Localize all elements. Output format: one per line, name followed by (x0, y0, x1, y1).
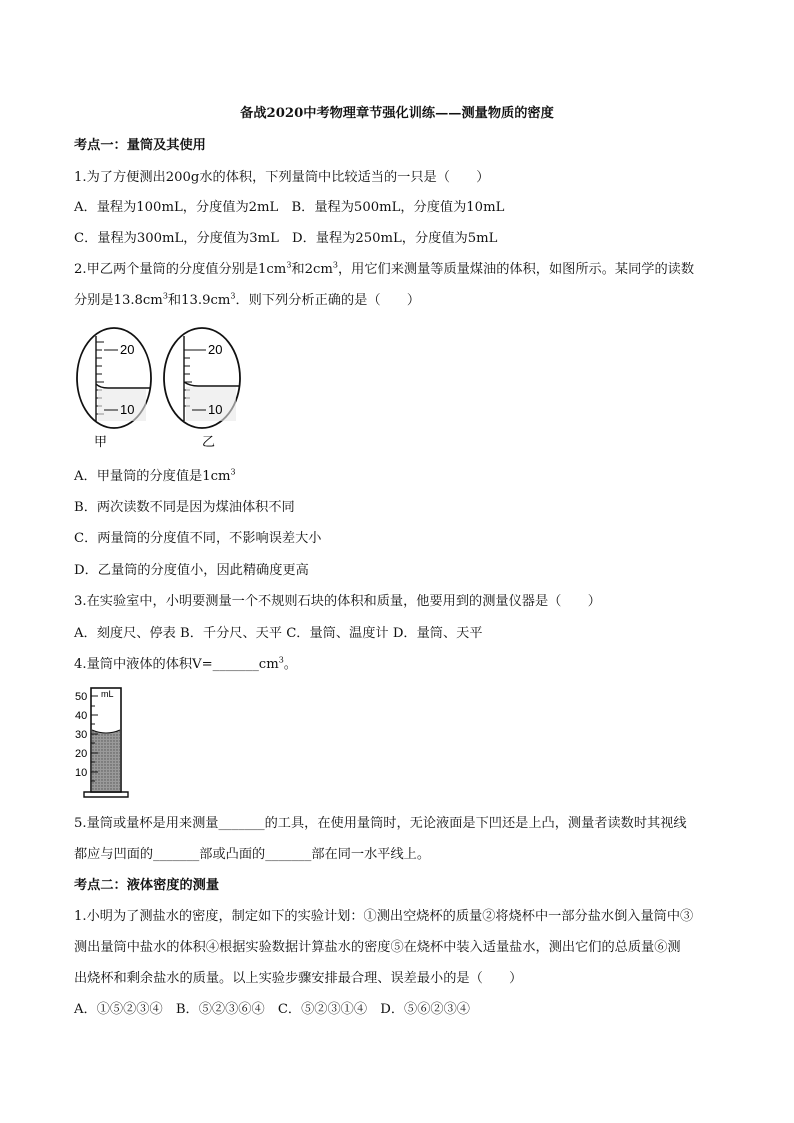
section-heading-1: 考点一：量筒及其使用 (74, 138, 206, 153)
cylinder-liquid-texture (92, 730, 120, 791)
question-6-line-1: 1.小明为了测盐水的密度，制定如下的实验计划：①测出空烧杯的质量②将烧杯中一部分盐水倒入量筒中③ (74, 909, 694, 924)
q2-stem-text-e: 和13.9cm (167, 293, 231, 308)
tick-label-20: 20 (75, 748, 88, 760)
question-2-option-d: D．乙量筒的分度值小，因此精确度更高 (74, 563, 309, 578)
question-3-stem: 3.在实验室中，小明要测量一个不规则石块的体积和质量，他要用到的测量仪器是（ ） (74, 594, 601, 609)
question-6-line-2: 测出量筒中盐水的体积④根据实验数据计算盐水的密度⑤在烧杯中装入适量盐水，测出它们的总质量⑥测 (74, 940, 681, 955)
graduated-cylinder-figure (74, 686, 130, 802)
question-2-option-c: C．两量筒的分度值不同，不影响误差大小 (74, 531, 322, 546)
q2-option-a-text: A．甲量筒的分度值是1cm (74, 469, 231, 484)
q2-sup-4: 3 (230, 291, 236, 301)
q2-stem-text-a: 2.甲乙两个量筒的分度值分别是1cm (74, 262, 287, 277)
question-2-option-b: B．两次读数不同是因为煤油体积不同 (74, 500, 295, 515)
q2-sup-3: 3 (162, 291, 168, 301)
q4-stem-end: 。 (283, 657, 297, 672)
q2-option-a-sup: 3 (230, 467, 236, 477)
q2-stem-text-d: 分别是13.8cm (74, 293, 163, 308)
cylinder-yi-label-20: 20 (208, 342, 223, 357)
question-1-options-row-2: C．量程为300mL，分度值为3mL D．量程为250mL，分度值为5mL (74, 231, 498, 246)
cylinder-jia-label-10: 10 (120, 402, 135, 417)
cylinder-jia-caption: 甲 (94, 434, 108, 449)
question-2-option-a (74, 469, 734, 485)
tick-label-40: 40 (75, 710, 88, 722)
section-heading-2: 考点二：液体密度的测量 (74, 878, 220, 893)
question-1-options-row-1: A．量程为100mL，分度值为2mL B．量程为500mL，分度值为10mL (74, 200, 505, 215)
page-title: 备战2020中考物理章节强化训练——测量物质的密度 (240, 106, 554, 121)
cylinder-jia-label-20: 20 (120, 342, 135, 357)
q2-stem-text-b: 和2cm (291, 262, 333, 277)
question-2-stem-line-2 (74, 293, 734, 309)
cylinder-unit-label: mL (101, 689, 114, 699)
q2-stem-text-c: ，用它们来测量等质量煤油的体积，如图所示。某同学的读数 (337, 262, 695, 277)
tick-label-30: 30 (75, 729, 88, 741)
cylinder-yi-caption: 乙 (202, 434, 216, 449)
question-4-stem (74, 657, 734, 673)
question-5-line-1: 5.量筒或量杯是用来测量_______的工具，在使用量筒时，无论液面是下凹还是上凸，测量者读数时其视线 (74, 816, 687, 831)
question-3-options: A．刻度尺、停表 B．千分尺、天平 C．量筒、温度计 D．量筒、天平 (74, 626, 483, 641)
question-6-options: A．①⑤②③④ B．⑤②③⑥④ C．⑤②③①④ D．⑤⑥②③④ (74, 1002, 470, 1017)
question-2-stem-line-1 (74, 262, 734, 278)
tick-label-10: 10 (75, 767, 88, 779)
q4-stem-text: 4.量筒中液体的体积V=_______cm (74, 657, 279, 672)
question-6-line-3: 出烧杯和剩余盐水的质量。以上实验步骤安排最合理、误差最小的是（ ） (74, 971, 523, 986)
cylinder-jia-liquid-surface (96, 384, 150, 388)
question-1-stem: 1.为了方便测出200g水的体积，下列量筒中比较适当的一只是（ ） (74, 170, 490, 185)
cylinder-yi-label-10: 10 (208, 402, 223, 417)
question-5-line-2: 都应与凹面的_______部或凸面的_______部在同一水平线上。 (74, 847, 431, 862)
tick-label-50: 50 (75, 691, 88, 703)
q2-sup-2: 3 (332, 260, 338, 270)
q4-sup: 3 (278, 655, 284, 665)
cylinder-yi-liquid-surface (184, 382, 239, 386)
q2-stem-text-f: ．则下列分析正确的是（ ） (235, 293, 421, 308)
two-cylinders-figure (74, 326, 254, 454)
q2-sup-1: 3 (286, 260, 292, 270)
